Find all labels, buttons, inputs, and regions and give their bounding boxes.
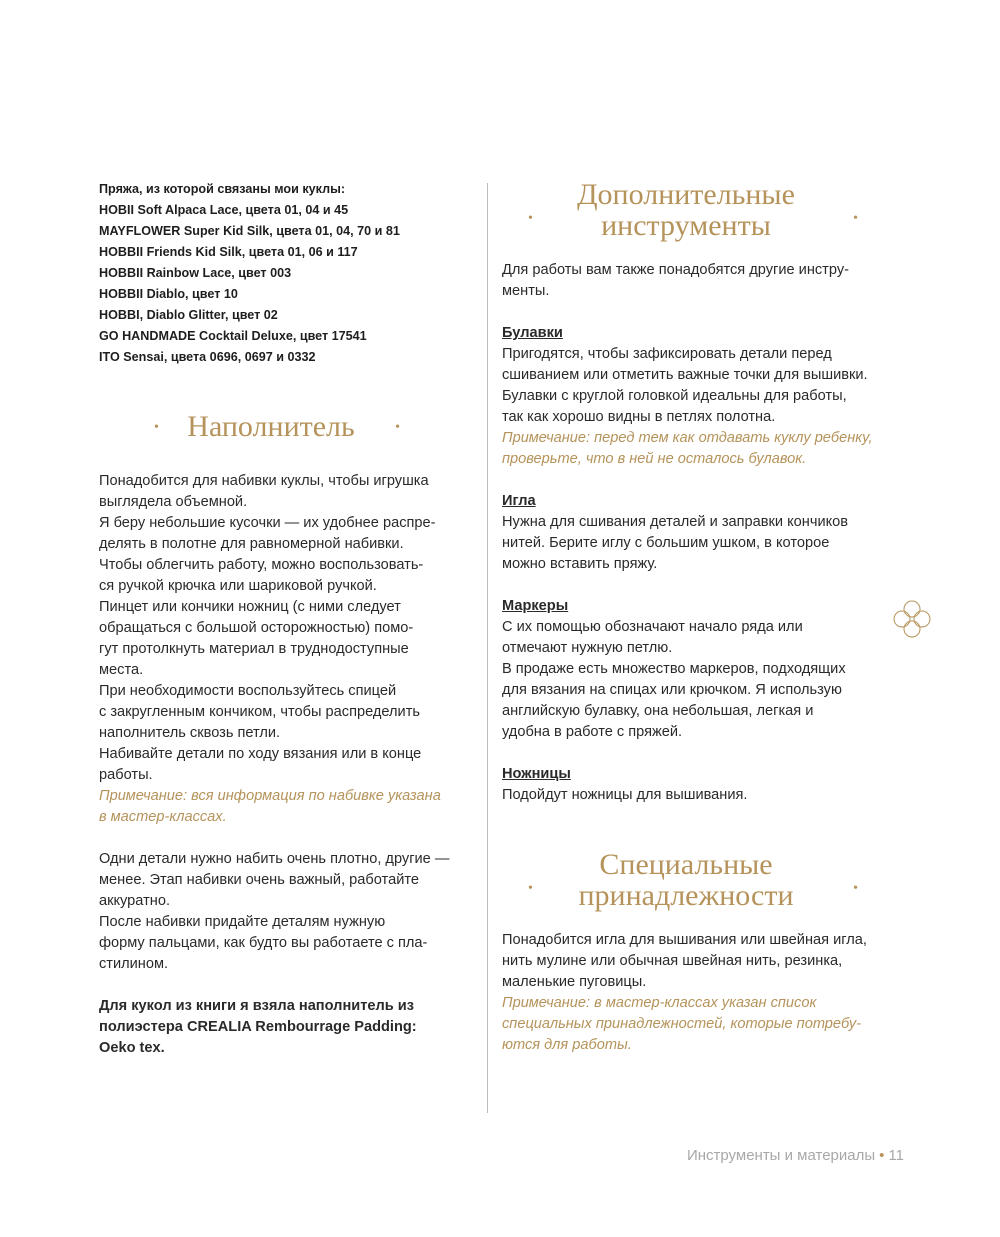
tools-heading — [488, 179, 884, 241]
yarn-item: HOBII Soft Alpaca Lace, цвета 01, 04 и 45 — [99, 203, 349, 217]
text-line: Пригодятся, чтобы зафиксировать детали перед — [502, 346, 832, 362]
note-line: проверьте, что в ней не осталось булавок. — [502, 451, 807, 467]
filler-heading-text: Наполнитель — [187, 410, 355, 443]
text-line: Понадобится для набивки куклы, чтобы игрушка — [99, 473, 429, 489]
text-line: Чтобы облегчить работу, можно воспользовать- — [99, 557, 424, 573]
dot-icon: • — [528, 881, 533, 896]
filler-heading — [87, 411, 455, 442]
text-line: В продаже есть множество маркеров, подходящих — [502, 661, 846, 677]
text-line: менее. Этап набивки очень важный, работайте — [99, 872, 419, 888]
yarn-list-title: Пряжа, из которой связаны мои куклы: — [99, 182, 346, 196]
text-line: При необходимости воспользуйтесь спицей — [99, 683, 397, 699]
yarn-item: MAYFLOWER Super Kid Silk, цвета 01, 04, 70 и 81 — [99, 224, 400, 238]
footer-section-title: Инструменты и материалы — [686, 1147, 876, 1164]
column-divider — [487, 183, 488, 1113]
text-line: обращаться с большой осторожностью) помо- — [99, 620, 414, 636]
text-line: менты. — [502, 283, 550, 299]
note-line: в мастер-классах. — [99, 809, 227, 825]
text-line: Понадобится игла для вышивания или швейная игла, — [502, 932, 867, 948]
text-line: делять в полотне для равномерной набивки. — [99, 536, 404, 552]
flower-ornament-icon — [890, 597, 934, 641]
note-line: ются для работы. — [502, 1037, 632, 1053]
text-line: С их помощью обозначают начало ряда или — [502, 619, 803, 635]
text-line: Булавки с круглой головкой идеальны для работы, — [502, 388, 847, 404]
text-line: маленькие пуговицы. — [502, 974, 647, 990]
text-line: сшиванием или отметить важные точки для вышивки. — [502, 367, 868, 383]
special-heading — [488, 849, 884, 911]
text-line: Одни детали нужно набить очень плотно, другие — — [99, 851, 450, 867]
dot-icon: • — [853, 211, 858, 226]
text-line: форму пальцами, как будто вы работаете с пла- — [99, 935, 428, 951]
yarn-item: ITO Sensai, цвета 0696, 0697 и 0332 — [99, 350, 316, 364]
text-line: английскую булавку, она небольшая, легкая и — [502, 703, 814, 719]
yarn-item: HOBBI, Diablo Glitter, цвет 02 — [99, 308, 278, 322]
text-line: наполнитель сквозь петли. — [99, 725, 281, 741]
bold-line: Для кукол из книги я взяла наполнитель из — [99, 998, 415, 1014]
yarn-item: GO HANDMADE Cocktail Deluxe, цвет 17541 — [99, 329, 367, 343]
bold-line: Oeko tex. — [99, 1040, 165, 1056]
text-line: можно вставить пряжу. — [502, 556, 658, 572]
tools-heading-line: Дополнительные — [577, 178, 795, 211]
text-line: для вязания на спицах или крючком. Я использую — [502, 682, 842, 698]
yarn-list — [99, 179, 467, 368]
text-line: нитей. Берите иглу с большим ушком, в которое — [502, 535, 830, 551]
tools-heading-line: инструменты — [601, 209, 771, 242]
text-line: места. — [99, 662, 144, 678]
special-heading-line: принадлежности — [578, 879, 794, 912]
note-line: Примечание: вся информация по набивке указана — [99, 788, 441, 804]
text-line: с закругленным кончиком, чтобы распределить — [99, 704, 420, 720]
dot-icon: • — [395, 420, 400, 435]
yarn-item: HOBBII Diablo, цвет 10 — [99, 287, 238, 301]
special-heading-line: Специальные — [599, 848, 773, 881]
scissors-term: Ножницы — [502, 766, 571, 782]
dot-icon: • — [154, 420, 159, 435]
text-line: так как хорошо видны в петлях полотна. — [502, 409, 776, 425]
text-line: Я беру небольшие кусочки — их удобнее распре- — [99, 515, 436, 531]
text-line: ся ручкой крючка или шариковой ручкой. — [99, 578, 377, 594]
note-line: Примечание: перед тем как отдавать куклу ребенку, — [502, 430, 873, 446]
text-line: Пинцет или кончики ножниц (с ними следует — [99, 599, 401, 615]
page-footer — [687, 1147, 904, 1164]
text-line: нить мулине или обычная швейная нить, резинка, — [502, 953, 843, 969]
text-line: стилином. — [99, 956, 169, 972]
text-line: работы. — [99, 767, 153, 783]
pins-term: Булавки — [502, 325, 563, 341]
text-line: гут протолкнуть материал в труднодоступные — [99, 641, 409, 657]
text-line: Нужна для сшивания деталей и заправки кончиков — [502, 514, 849, 530]
text-line: Подойдут ножницы для вышивания. — [502, 787, 748, 803]
page-number: 11 — [888, 1147, 904, 1164]
note-line: Примечание: в мастер-классах указан список — [502, 995, 817, 1011]
bold-line: полиэстера CREALIA Rembourrage Padding: — [99, 1019, 417, 1035]
dot-icon: • — [528, 211, 533, 226]
text-line: Для работы вам также понадобятся другие инстру- — [502, 262, 849, 278]
filler-paragraph — [99, 471, 467, 1059]
yarn-item: HOBBII Friends Kid Silk, цвета 01, 06 и 117 — [99, 245, 358, 259]
note-line: специальных принадлежностей, которые потребу- — [502, 1016, 862, 1032]
text-line: отмечают нужную петлю. — [502, 640, 673, 656]
dot-icon: • — [853, 881, 858, 896]
needle-term: Игла — [502, 493, 536, 509]
yarn-item: HOBBII Rainbow Lace, цвет 003 — [99, 266, 292, 280]
text-line: удобна в работе с пряжей. — [502, 724, 683, 740]
right-column — [502, 179, 884, 1056]
text-line: аккуратно. — [99, 893, 171, 909]
left-column — [99, 179, 467, 1059]
text-line: выглядела объемной. — [99, 494, 248, 510]
text-line: Набивайте детали по ходу вязания или в конце — [99, 746, 422, 762]
bullet-icon: • — [879, 1147, 885, 1164]
markers-term: Маркеры — [502, 598, 569, 614]
text-line: После набивки придайте деталям нужную — [99, 914, 386, 930]
